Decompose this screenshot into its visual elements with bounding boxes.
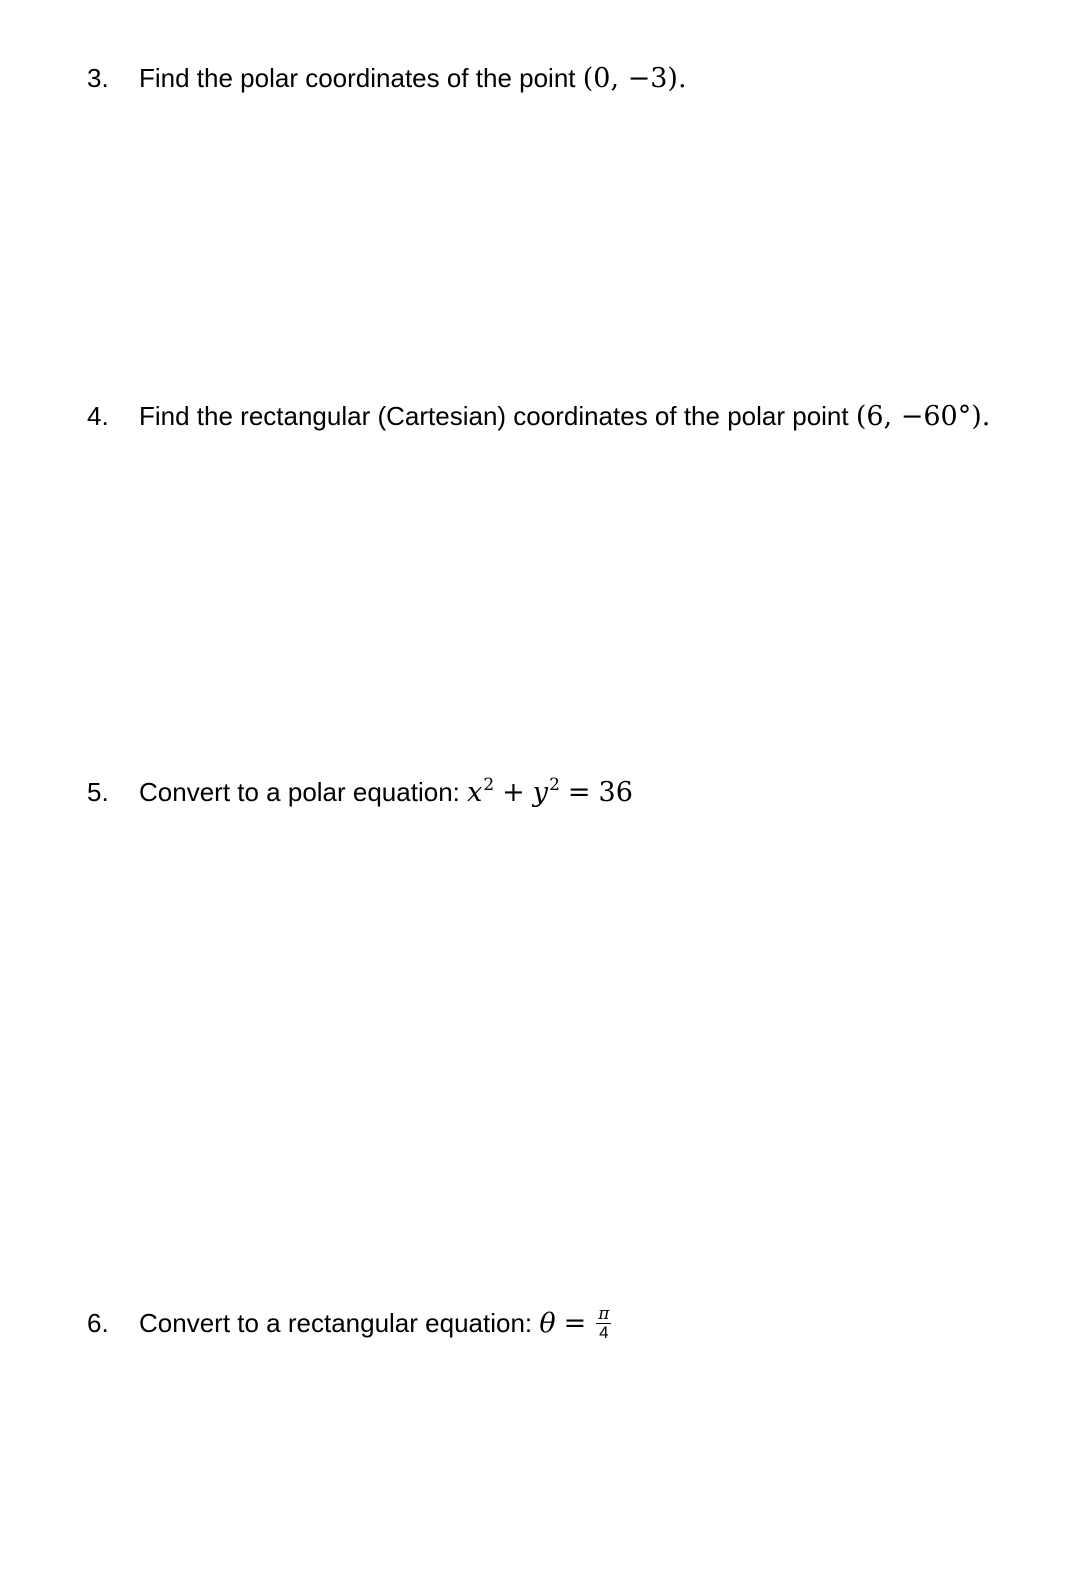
rhs-value: 36 — [598, 777, 633, 808]
problem-number: 4. — [87, 401, 109, 431]
problem-number: 6. — [87, 1308, 109, 1338]
equation — [539, 1303, 611, 1342]
exponent-y: 2 — [549, 775, 560, 795]
var-theta: θ — [539, 1308, 556, 1339]
problem-number: 5. — [87, 777, 109, 807]
problem-number: 3. — [87, 63, 109, 93]
sentence-end: . — [981, 401, 991, 432]
equals-sign: = — [567, 777, 591, 808]
fraction-numerator: π — [598, 1303, 610, 1324]
problem-text: Convert to a polar equation: — [139, 777, 468, 807]
fraction — [596, 1305, 611, 1342]
problem-statement — [139, 1303, 611, 1344]
polar-point: (6, −60°) — [855, 401, 982, 432]
var-y: y — [532, 777, 549, 808]
fraction-denominator: 4 — [599, 1322, 609, 1342]
var-x: x — [467, 777, 483, 808]
equation — [467, 777, 633, 807]
point-coordinates: (0, −3) — [582, 63, 678, 94]
problem-statement — [139, 61, 687, 96]
problem-text: Find the rectangular (Cartesian) coordinates of the polar point — [139, 401, 856, 431]
equals-sign: = — [563, 1308, 587, 1339]
exponent-x: 2 — [483, 775, 495, 795]
plus-sign: + — [502, 777, 525, 808]
problem-statement — [139, 399, 990, 434]
problem-text: Convert to a rectangular equation: — [139, 1308, 540, 1338]
problem-statement — [139, 775, 633, 813]
sentence-end: . — [677, 63, 687, 94]
problem-text: Find the polar coordinates of the point — [139, 63, 583, 93]
